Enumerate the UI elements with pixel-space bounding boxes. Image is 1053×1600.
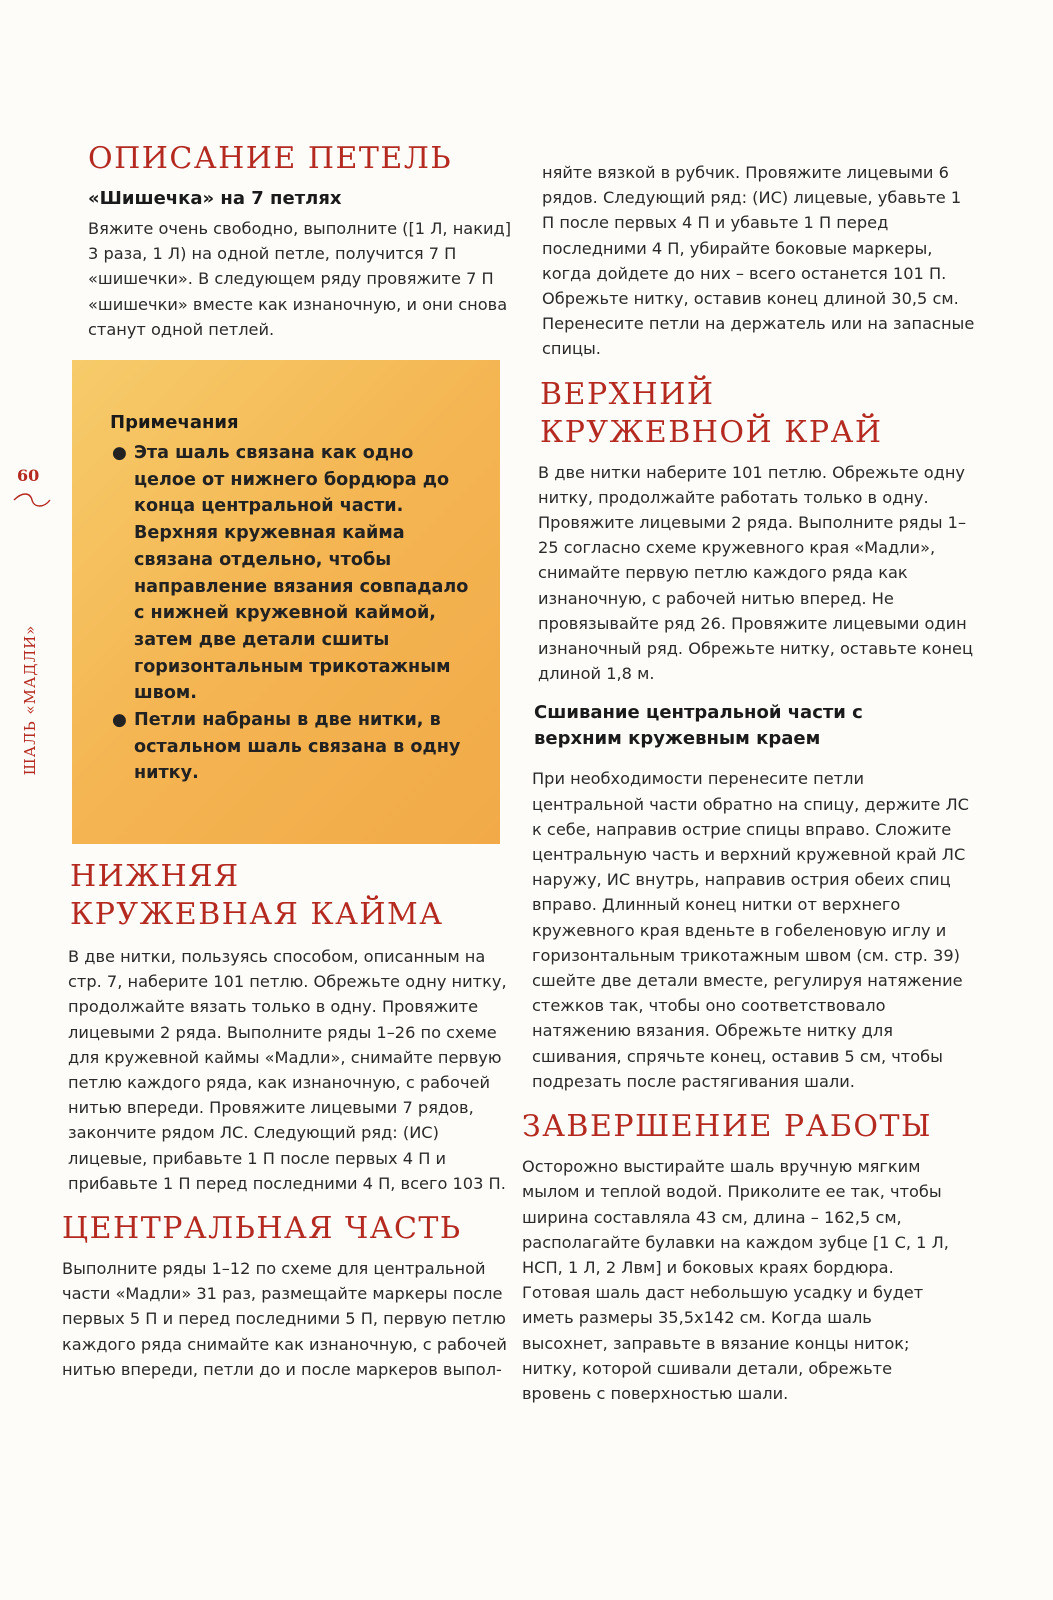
running-title: ШАЛЬ «МАДЛИ»	[21, 624, 39, 776]
center-heading: ЦЕНТРАЛЬНАЯ ЧАСТЬ	[62, 1211, 462, 1247]
upper-edge-text: В две нитки наберите 101 петлю. Обрежьте одну нитку, продолжайте работать только в одну. Провяжите лицевыми 2 ряда. Выполните ряды 1–25 согласно схеме кружевного края «Мадли», снимайте первую петлю каждого ряда как изнаночную, с рабочей нитью вперед. Не провязывайте ряд 26. Провяжите лицевыми один изнаночный ряд. Обрежьте нитку, оставьте конец длиной 1,8 м.	[538, 462, 974, 684]
notes-item-text: Эта шаль связана как одно целое от нижнего бордюра до конца центральной части. Верхняя кружевная кайма связана отдельно, чтобы направление вязания совпадало с нижней кружевной каймой, затем две детали сшиты горизонтальным трикотажным швом.	[134, 443, 469, 704]
lower-edge-text: В две нитки, пользуясь способом, описанным на стр. 7, наберите 101 петлю. Обрежьте одну нитку, продолжайте вязать только в одну. Провяжите лицевыми 2 ряда. Выполните ряды 1–26 по схеме для кружевной каймы «Мадли», снимайте первую петлю каждого ряда, как изнаночную, с рабочей нитью впереди. Провяжите лицевыми 7 рядов, закончите рядом ЛС. Следующий ряд: (ИС) лицевые, прибавьте 1 П после первых 4 П и прибавьте 1 П перед последними 4 П, всего 103 П.	[68, 947, 507, 1193]
bullet-icon: ●	[112, 443, 127, 464]
center-continued-text: няйте вязкой в рубчик. Провяжите лицевыми 6 рядов. Следующий ряд: (ИС) лицевые, убавьте 1 П после первых 4 П и убавьте 1 П перед последними 4 П, убирайте боковые маркеры, когда дойдете до них – всего останется 101 П. Обрежьте нитку, оставив конец длиной 30,5 см. Перенесите петли на держатель или на запасные спицы.	[542, 163, 975, 359]
joining-text: При необходимости перенесите петли центральной части обратно на спицу, держите ЛС к себе, направив острие спицы вправо. Сложите центральную часть и верхний кружевной край ЛС наружу, ИС внутрь, направив острия обеих спиц вправо. Длинный конец нитки от верхнего кружевного края вденьте в гобеленовую иглу и горизонтальным трикотажным швом (см. стр. 39) сшейте две детали вместе, регулируя натяжение стежков так, чтобы оно соответствовало натяжению вязания. Обрежьте нитку для сшивания, спрячьте конец, оставив 5 см, чтобы подрезать после растягивания шали.	[532, 769, 969, 1091]
notes-item	[110, 707, 480, 787]
upper-edge-heading: ВЕРХНИЙ КРУЖЕВНОЙ КРАЙ	[540, 376, 883, 450]
notes-box	[72, 360, 500, 844]
decorative-swirl-icon	[12, 490, 52, 510]
notes-item	[110, 440, 480, 707]
notes-title: Примечания	[110, 412, 239, 434]
joining-subheading: Сшивание центральной части с верхним кружевным краем	[534, 702, 863, 750]
notes-list	[110, 440, 480, 787]
bobble-subheading: «Шишечка» на 7 петлях	[88, 188, 342, 209]
finishing-text: Осторожно выстирайте шаль вручную мягким мылом и теплой водой. Приколите ее так, чтобы ширина составляла 43 см, длина – 162,5 см, располагайте булавки на каждом зубце [1 С, 1 Л, НСП, 1 Л, 2 Лвм] и боковых краях бордюра. Готовая шаль даст небольшую усадку и будет иметь размеры 35,5х142 см. Когда шаль высохнет, заправьте в вязание концы ниток; нитку, которой сшивали детали, обрежьте вровень с поверхностью шали.	[522, 1157, 949, 1403]
center-text: Выполните ряды 1–12 по схеме для центральной части «Мадли» 31 раз, размещайте маркеры после первых 5 П и перед последними 5 П, первую петлю каждого ряда снимайте как изнаночную, с рабочей нитью впереди, петли до и после маркеров выпол-	[62, 1259, 507, 1379]
page-number: 60	[17, 466, 40, 485]
lower-edge-heading: НИЖНЯЯ КРУЖЕВНАЯ КАЙМА	[70, 859, 444, 933]
left-column	[62, 140, 514, 1382]
loops-heading: ОПИСАНИЕ ПЕТЕЛЬ	[88, 141, 453, 176]
bobble-text: Вяжите очень свободно, выполните ([1 Л, накид] 3 раза, 1 Л) на одной петле, получится 7 П «шишечки». В следующем ряду провяжите 7 П «шишечки» вместе как изнаночную, и они снова станут одной петлей.	[88, 219, 512, 339]
right-column	[522, 160, 977, 1406]
finishing-heading: ЗАВЕРШЕНИЕ РАБОТЫ	[522, 1109, 933, 1145]
bullet-icon: ●	[112, 710, 127, 731]
notes-item-text: Петли набраны в две нитки, в остальном шаль связана в одну нитку.	[134, 710, 461, 784]
